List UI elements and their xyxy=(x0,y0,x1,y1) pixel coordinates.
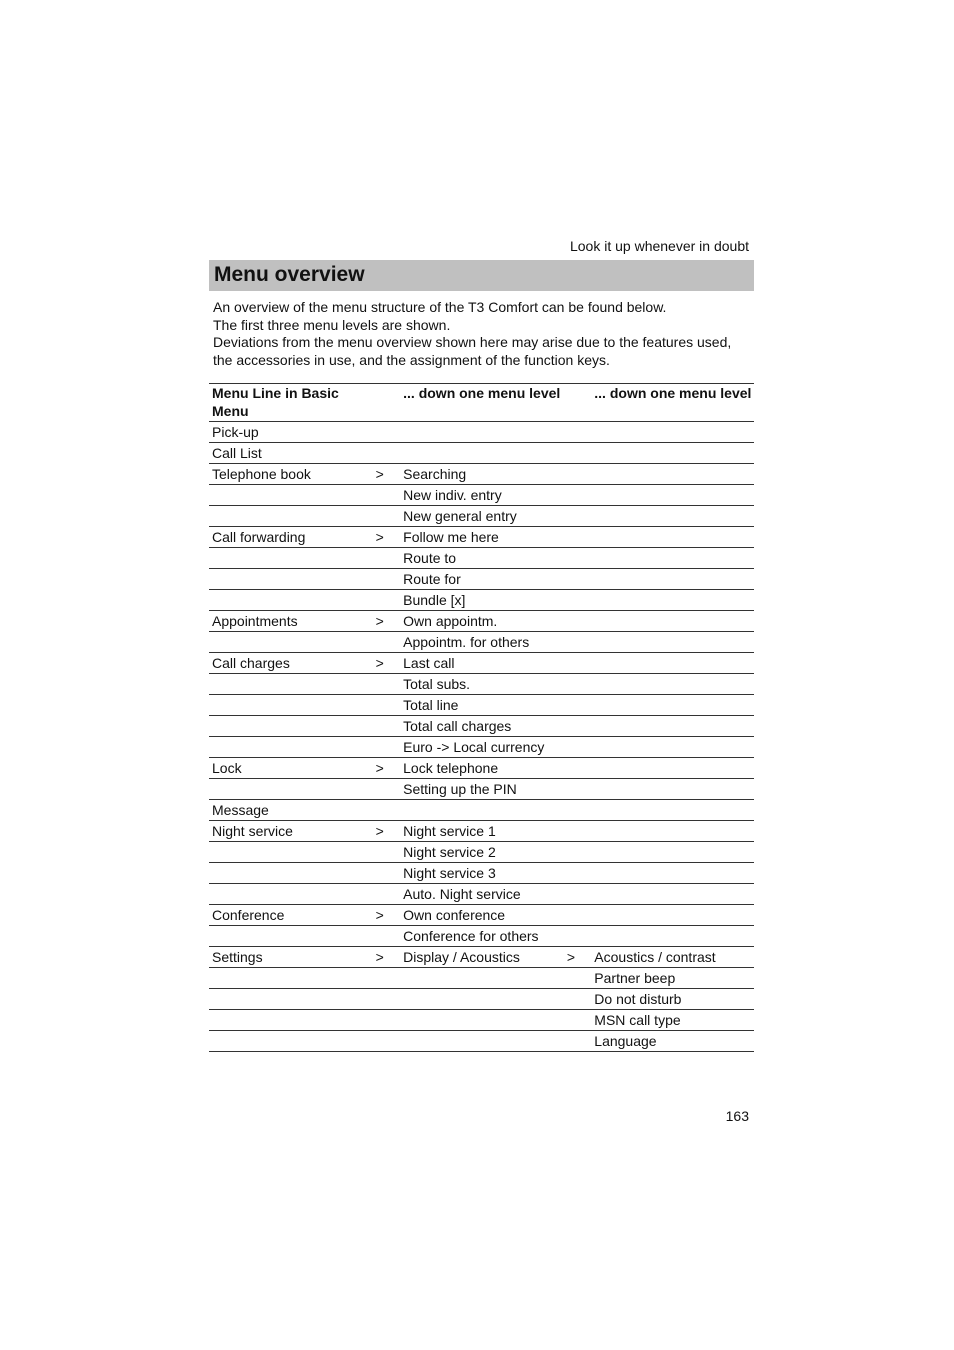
cell-arrow xyxy=(372,485,400,506)
table-row xyxy=(209,548,754,569)
column-header-level-2: ... down one menu level xyxy=(400,384,563,422)
cell-level-3 xyxy=(591,443,754,464)
cell-level-2: New general entry xyxy=(400,506,563,527)
cell-basic-menu xyxy=(209,1031,372,1052)
cell-level-2: Total call charges xyxy=(400,716,563,737)
table-header-row xyxy=(209,384,754,422)
table-row xyxy=(209,821,754,842)
cell-basic-menu xyxy=(209,1010,372,1031)
table-row xyxy=(209,611,754,632)
cell-basic-menu xyxy=(209,737,372,758)
cell-level-3: Language xyxy=(591,1031,754,1052)
cell-level-2 xyxy=(400,422,563,443)
cell-arrow xyxy=(372,989,400,1010)
cell-level-2: Lock telephone xyxy=(400,758,563,779)
cell-basic-menu xyxy=(209,569,372,590)
cell-level-2: Own conference xyxy=(400,905,563,926)
cell-arrow xyxy=(563,1031,591,1052)
cell-level-3 xyxy=(591,611,754,632)
cell-level-3 xyxy=(591,884,754,905)
cell-level-3 xyxy=(591,527,754,548)
cell-level-3 xyxy=(591,506,754,527)
table-row xyxy=(209,884,754,905)
table-row xyxy=(209,632,754,653)
cell-arrow xyxy=(563,527,591,548)
cell-arrow xyxy=(372,632,400,653)
cell-level-2: Total line xyxy=(400,695,563,716)
cell-level-2: Route to xyxy=(400,548,563,569)
cell-arrow xyxy=(372,695,400,716)
table-row xyxy=(209,1031,754,1052)
cell-arrow: > xyxy=(372,653,400,674)
cell-level-3 xyxy=(591,590,754,611)
cell-arrow: > xyxy=(372,527,400,548)
cell-arrow xyxy=(563,464,591,485)
table-row xyxy=(209,695,754,716)
cell-arrow xyxy=(372,884,400,905)
cell-level-2: Total subs. xyxy=(400,674,563,695)
cell-arrow xyxy=(563,569,591,590)
cell-arrow xyxy=(563,758,591,779)
cell-basic-menu: Call charges xyxy=(209,653,372,674)
cell-level-3: Acoustics / contrast xyxy=(591,947,754,968)
cell-basic-menu xyxy=(209,506,372,527)
cell-basic-menu xyxy=(209,989,372,1010)
cell-level-3 xyxy=(591,926,754,947)
table-row xyxy=(209,926,754,947)
cell-arrow xyxy=(563,884,591,905)
cell-basic-menu xyxy=(209,884,372,905)
cell-level-2: Night service 3 xyxy=(400,863,563,884)
cell-level-2: Follow me here xyxy=(400,527,563,548)
cell-arrow xyxy=(372,842,400,863)
cell-arrow xyxy=(372,926,400,947)
cell-basic-menu: Call List xyxy=(209,443,372,464)
cell-basic-menu xyxy=(209,632,372,653)
cell-level-2: Setting up the PIN xyxy=(400,779,563,800)
cell-basic-menu xyxy=(209,716,372,737)
cell-arrow xyxy=(563,590,591,611)
cell-arrow xyxy=(372,674,400,695)
cell-basic-menu xyxy=(209,926,372,947)
cell-arrow xyxy=(563,506,591,527)
cell-level-3 xyxy=(591,464,754,485)
cell-level-2: Searching xyxy=(400,464,563,485)
cell-level-3 xyxy=(591,485,754,506)
intro-line: Deviations from the menu overview shown here may arise due to the features used, the accessories in use, and the assignment of the function keys. xyxy=(213,334,732,369)
cell-basic-menu: Telephone book xyxy=(209,464,372,485)
cell-arrow xyxy=(372,422,400,443)
column-header-arrow xyxy=(372,384,400,422)
page-number: 163 xyxy=(725,1108,749,1124)
cell-arrow xyxy=(372,548,400,569)
cell-level-3 xyxy=(591,863,754,884)
cell-level-3 xyxy=(591,800,754,821)
table-row xyxy=(209,989,754,1010)
cell-arrow xyxy=(372,506,400,527)
cell-level-3 xyxy=(591,674,754,695)
cell-basic-menu: Appointments xyxy=(209,611,372,632)
cell-arrow: > xyxy=(563,947,591,968)
page-title: Menu overview xyxy=(214,263,365,286)
cell-arrow xyxy=(372,968,400,989)
cell-basic-menu: Call forwarding xyxy=(209,527,372,548)
cell-level-2: Night service 1 xyxy=(400,821,563,842)
cell-arrow xyxy=(372,590,400,611)
table-row xyxy=(209,905,754,926)
table-row xyxy=(209,716,754,737)
cell-arrow xyxy=(372,779,400,800)
cell-level-2 xyxy=(400,443,563,464)
cell-arrow xyxy=(563,443,591,464)
table-row xyxy=(209,590,754,611)
table-row xyxy=(209,506,754,527)
cell-arrow: > xyxy=(372,821,400,842)
cell-arrow xyxy=(372,443,400,464)
cell-level-3 xyxy=(591,548,754,569)
cell-arrow xyxy=(563,422,591,443)
cell-level-2: Display / Acoustics xyxy=(400,947,563,968)
table-row xyxy=(209,674,754,695)
table-row xyxy=(209,758,754,779)
intro-line: The first three menu levels are shown. xyxy=(213,316,451,333)
table-row xyxy=(209,968,754,989)
cell-arrow xyxy=(372,1031,400,1052)
cell-basic-menu: Settings xyxy=(209,947,372,968)
cell-level-3 xyxy=(591,737,754,758)
cell-basic-menu xyxy=(209,779,372,800)
cell-arrow xyxy=(372,716,400,737)
table-row xyxy=(209,422,754,443)
cell-arrow: > xyxy=(372,758,400,779)
table-row xyxy=(209,485,754,506)
cell-level-3 xyxy=(591,842,754,863)
table-row xyxy=(209,779,754,800)
cell-level-3 xyxy=(591,905,754,926)
cell-arrow xyxy=(563,695,591,716)
cell-level-3 xyxy=(591,779,754,800)
intro-text xyxy=(213,299,753,370)
cell-arrow xyxy=(563,1010,591,1031)
cell-arrow xyxy=(563,842,591,863)
cell-arrow: > xyxy=(372,947,400,968)
table-row xyxy=(209,800,754,821)
cell-basic-menu xyxy=(209,863,372,884)
cell-level-3 xyxy=(591,632,754,653)
intro-line: An overview of the menu structure of the T3 Comfort can be found below. xyxy=(213,299,667,315)
cell-basic-menu xyxy=(209,548,372,569)
cell-arrow: > xyxy=(372,905,400,926)
cell-arrow xyxy=(563,779,591,800)
column-header-basic-menu: Menu Line in Basic Menu xyxy=(209,384,372,422)
cell-arrow: > xyxy=(372,464,400,485)
table-row xyxy=(209,737,754,758)
table-row xyxy=(209,653,754,674)
cell-level-3 xyxy=(591,695,754,716)
cell-level-3: Partner beep xyxy=(591,968,754,989)
cell-basic-menu: Pick-up xyxy=(209,422,372,443)
cell-level-2: Night service 2 xyxy=(400,842,563,863)
table-row xyxy=(209,569,754,590)
cell-level-2 xyxy=(400,1010,563,1031)
table-row xyxy=(209,527,754,548)
cell-arrow xyxy=(372,863,400,884)
cell-arrow xyxy=(372,737,400,758)
cell-arrow xyxy=(563,632,591,653)
cell-basic-menu xyxy=(209,590,372,611)
column-header-arrow xyxy=(563,384,591,422)
table-row xyxy=(209,863,754,884)
cell-arrow xyxy=(563,926,591,947)
table-body xyxy=(209,422,754,1052)
cell-arrow xyxy=(372,800,400,821)
cell-basic-menu: Conference xyxy=(209,905,372,926)
cell-level-3: Do not disturb xyxy=(591,989,754,1010)
cell-arrow xyxy=(563,737,591,758)
cell-arrow xyxy=(563,716,591,737)
cell-basic-menu xyxy=(209,485,372,506)
cell-arrow xyxy=(563,674,591,695)
cell-arrow: > xyxy=(372,611,400,632)
cell-level-3 xyxy=(591,569,754,590)
section-title-bar xyxy=(209,260,754,291)
cell-level-2: Bundle [x] xyxy=(400,590,563,611)
cell-basic-menu: Lock xyxy=(209,758,372,779)
cell-arrow xyxy=(372,1010,400,1031)
cell-level-2 xyxy=(400,1031,563,1052)
table-row xyxy=(209,1010,754,1031)
cell-level-2: New indiv. entry xyxy=(400,485,563,506)
cell-level-2: Route for xyxy=(400,569,563,590)
cell-level-2: Euro -> Local currency xyxy=(400,737,563,758)
cell-arrow xyxy=(563,821,591,842)
cell-level-2 xyxy=(400,989,563,1010)
cell-level-3 xyxy=(591,758,754,779)
cell-arrow xyxy=(563,653,591,674)
table-row xyxy=(209,464,754,485)
cell-arrow xyxy=(563,800,591,821)
cell-level-2 xyxy=(400,800,563,821)
cell-basic-menu xyxy=(209,695,372,716)
cell-arrow xyxy=(563,611,591,632)
cell-basic-menu xyxy=(209,842,372,863)
cell-level-2: Conference for others xyxy=(400,926,563,947)
cell-level-3 xyxy=(591,653,754,674)
cell-basic-menu xyxy=(209,968,372,989)
cell-arrow xyxy=(563,905,591,926)
menu-overview-table xyxy=(209,383,754,1052)
cell-arrow xyxy=(563,989,591,1010)
table-row xyxy=(209,947,754,968)
cell-arrow xyxy=(563,548,591,569)
cell-level-3 xyxy=(591,821,754,842)
cell-basic-menu xyxy=(209,674,372,695)
cell-arrow xyxy=(372,569,400,590)
table-row xyxy=(209,443,754,464)
cell-level-2: Own appointm. xyxy=(400,611,563,632)
cell-level-2: Last call xyxy=(400,653,563,674)
cell-arrow xyxy=(563,863,591,884)
cell-level-2: Auto. Night service xyxy=(400,884,563,905)
cell-level-2 xyxy=(400,968,563,989)
running-header: Look it up whenever in doubt xyxy=(569,238,749,254)
cell-basic-menu: Message xyxy=(209,800,372,821)
cell-level-3 xyxy=(591,422,754,443)
cell-level-2: Appointm. for others xyxy=(400,632,563,653)
table-row xyxy=(209,842,754,863)
cell-level-3 xyxy=(591,716,754,737)
cell-arrow xyxy=(563,485,591,506)
column-header-level-3: ... down one menu level xyxy=(591,384,754,422)
cell-level-3: MSN call type xyxy=(591,1010,754,1031)
cell-basic-menu: Night service xyxy=(209,821,372,842)
cell-arrow xyxy=(563,968,591,989)
